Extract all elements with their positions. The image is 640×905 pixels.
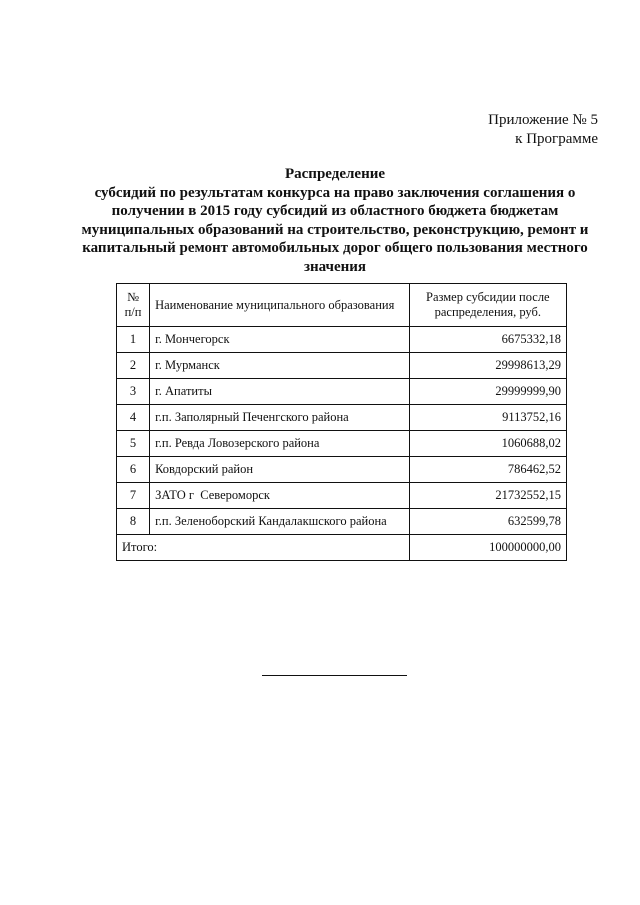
row-municipality: г.п. Заполярный Печенгского района xyxy=(150,405,410,431)
document-heading xyxy=(60,165,610,276)
table-row xyxy=(117,405,567,431)
heading-line: значения xyxy=(303,258,367,275)
row-municipality: г. Мончегорск xyxy=(150,327,410,353)
table-header-row xyxy=(117,284,567,327)
heading-line: получении в 2015 году субсидий из областного бюджета бюджетам xyxy=(111,203,559,219)
row-number: 7 xyxy=(117,483,150,509)
total-label: Итого: xyxy=(117,535,410,561)
row-number: 5 xyxy=(117,431,150,457)
table-total-row xyxy=(117,535,567,561)
row-amount: 786462,52 xyxy=(409,457,566,483)
total-amount: 100000000,00 xyxy=(409,535,566,561)
subsidy-table xyxy=(116,283,567,561)
heading-line: муниципальных образований на строительство, реконструкцию, ремонт и xyxy=(81,221,589,238)
table-row xyxy=(117,379,567,405)
row-number: 4 xyxy=(117,405,150,431)
header-number: № п/п xyxy=(117,284,150,327)
table-row xyxy=(117,483,567,509)
table-row xyxy=(117,327,567,353)
heading-line: субсидий по результатам конкурса на право заключения соглашения о xyxy=(94,184,576,201)
row-amount: 9113752,16 xyxy=(409,405,566,431)
row-municipality: г.п. Зеленоборский Кандалакшского района xyxy=(150,509,410,535)
row-number: 3 xyxy=(117,379,150,405)
row-amount: 29999999,90 xyxy=(409,379,566,405)
annex-reference xyxy=(488,111,598,149)
heading-line: капитальный ремонт автомобильных дорог общего пользования местного xyxy=(82,240,588,256)
table-row xyxy=(117,457,567,483)
row-amount: 21732552,15 xyxy=(409,483,566,509)
header-subsidy-amount: Размер субсидии после распределения, руб. xyxy=(409,284,566,327)
row-municipality: г.п. Ревда Ловозерского района xyxy=(150,431,410,457)
row-amount: 6675332,18 xyxy=(409,327,566,353)
table-row xyxy=(117,353,567,379)
heading-title: Распределение xyxy=(284,166,386,182)
row-municipality: г. Мурманск xyxy=(150,353,410,379)
row-amount: 29998613,29 xyxy=(409,353,566,379)
annex-program: к Программе xyxy=(515,131,598,147)
table-row xyxy=(117,509,567,535)
row-municipality: ЗАТО г Североморск xyxy=(150,483,410,509)
table-row xyxy=(117,431,567,457)
row-municipality: Ковдорский район xyxy=(150,457,410,483)
row-number: 2 xyxy=(117,353,150,379)
row-amount: 632599,78 xyxy=(409,509,566,535)
signature-line xyxy=(262,675,407,676)
header-municipality: Наименование муниципального образования xyxy=(150,284,410,327)
row-number: 1 xyxy=(117,327,150,353)
row-municipality: г. Апатиты xyxy=(150,379,410,405)
row-number: 8 xyxy=(117,509,150,535)
row-number: 6 xyxy=(117,457,150,483)
annex-number: Приложение № 5 xyxy=(488,112,598,128)
row-amount: 1060688,02 xyxy=(409,431,566,457)
